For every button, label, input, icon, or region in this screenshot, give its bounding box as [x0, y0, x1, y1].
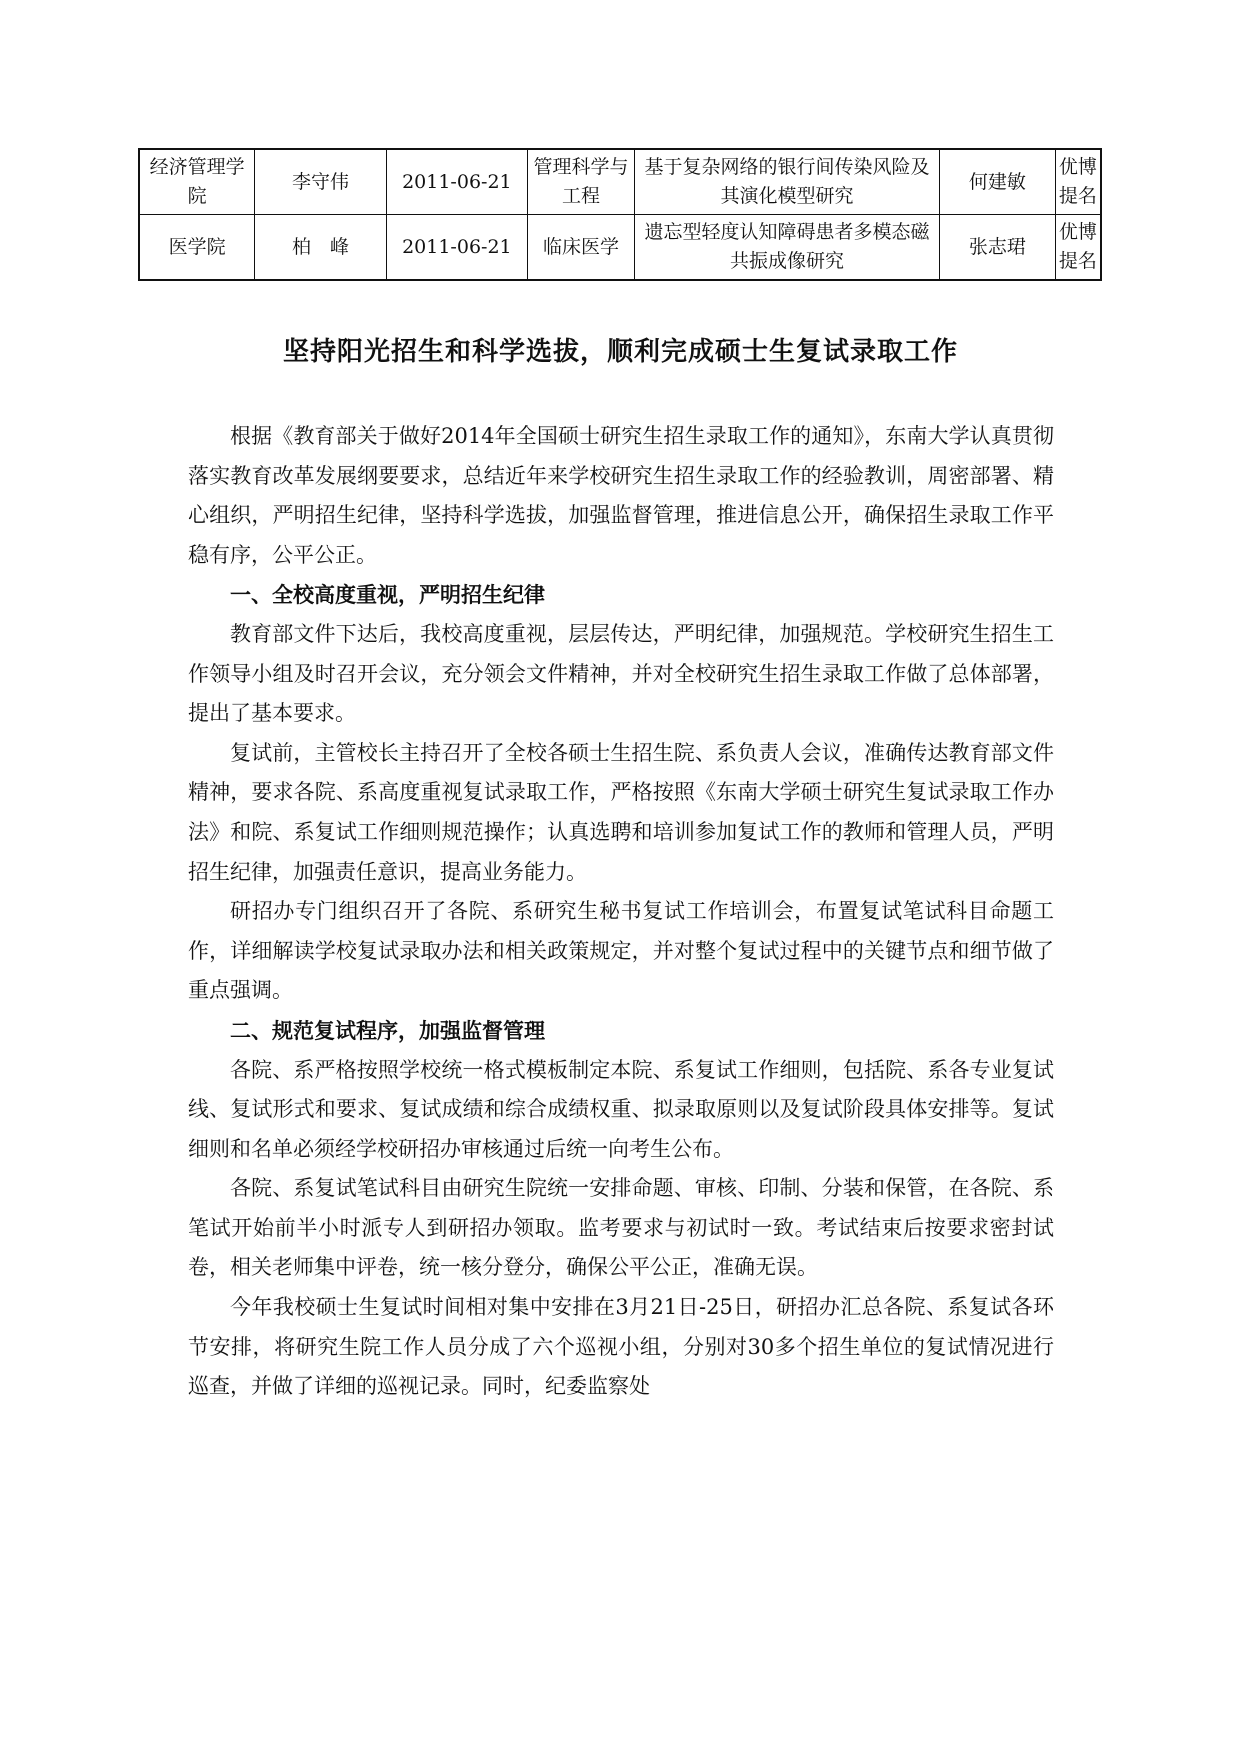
paragraph: 各院、系严格按照学校统一格式模板制定本院、系复试工作细则，包括院、系各专业复试线、复试形式和要求、复试成绩和综合成绩权重、拟录取原则以及复试阶段具体安排等。复试细则和名单必须经学校研招办审核通过后统一向考生公布。 — [188, 1057, 1054, 1161]
table-row — [139, 149, 1101, 215]
award-nomination-table — [138, 148, 1102, 281]
paragraph: 各院、系复试笔试科目由研究生院统一安排命题、审核、印制、分装和保管，在各院、系笔试开始前半小时派专人到研招办领取。监考要求与初试时一致。考试结束后按要求密封试卷，相关老师集中评卷，统一核分登分，确保公平公正，准确无误。 — [188, 1176, 1054, 1280]
paragraph: 教育部文件下达后，我校高度重视，层层传达，严明纪律，加强规范。学校研究生招生工作领导小组及时召开会议，充分领会文件精神，并对全校研究生招生录取工作做了总体部署，提出了基本要求。 — [188, 621, 1054, 726]
cell-thesis: 基于复杂网络的银行间传染风险及其演化模型研究 — [634, 149, 939, 215]
section-heading: 一、全校高度重视，严明招生纪律 — [230, 582, 545, 608]
cell-thesis: 遗忘型轻度认知障碍患者多模态磁共振成像研究 — [634, 215, 939, 281]
paragraph: 根据《教育部关于做好2014年全国硕士研究生招生录取工作的通知》，东南大学认真贯彻落实教育改革发展纲要要求，总结近年来学校研究生招生录取工作的经验教训，周密部署、精心组织，严明招生纪律，坚持科学选拔，加强监督管理，推进信息公开，确保招生录取工作平稳有序，公平公正。 — [188, 424, 1054, 567]
paragraph: 今年我校硕士生复试时间相对集中安排在3月21日-25日，研招办汇总各院、系复试各环节安排，将研究生院工作人员分成了六个巡视小组，分别对30多个招生单位的复试情况进行巡查，并做了详细的巡视记录。同时，纪委监察处 — [188, 1295, 1054, 1399]
cell-award: 优博提名 — [1055, 215, 1101, 281]
cell-college: 医学院 — [139, 215, 255, 281]
cell-name: 李守伟 — [255, 149, 386, 215]
cell-date: 2011-06-21 — [386, 215, 527, 281]
cell-date: 2011-06-21 — [386, 149, 527, 215]
paragraph: 研招办专门组织召开了各院、系研究生秘书复试工作培训会，布置复试笔试科目命题工作，详细解读学校复试录取办法和相关政策规定，并对整个复试过程中的关键节点和细节做了重点强调。 — [188, 899, 1054, 1003]
cell-college: 经济管理学院 — [139, 149, 255, 215]
table-row — [139, 215, 1101, 281]
paragraph: 复试前，主管校长主持召开了全校各硕士生招生院、系负责人会议，准确传达教育部文件精神，要求各院、系高度重视复试录取工作，严格按照《东南大学硕士研究生复试录取工作办法》和院、系复试工作细则规范操作；认真选聘和培训参加复试工作的教师和管理人员，严明招生纪律，加强责任意识，提高业务能力。 — [188, 740, 1054, 884]
cell-advisor: 张志珺 — [940, 215, 1056, 281]
section-heading: 二、规范复试程序，加强监督管理 — [230, 1017, 545, 1043]
cell-advisor: 何建敏 — [940, 149, 1056, 215]
article-body — [188, 417, 1054, 1407]
cell-discipline: 管理科学与工程 — [528, 149, 635, 215]
article-title: 坚持阳光招生和科学选拔，顺利完成硕士生复试录取工作 — [282, 337, 958, 367]
cell-award: 优博提名 — [1055, 149, 1101, 215]
cell-discipline: 临床医学 — [528, 215, 635, 281]
cell-name: 柏 峰 — [255, 215, 386, 281]
